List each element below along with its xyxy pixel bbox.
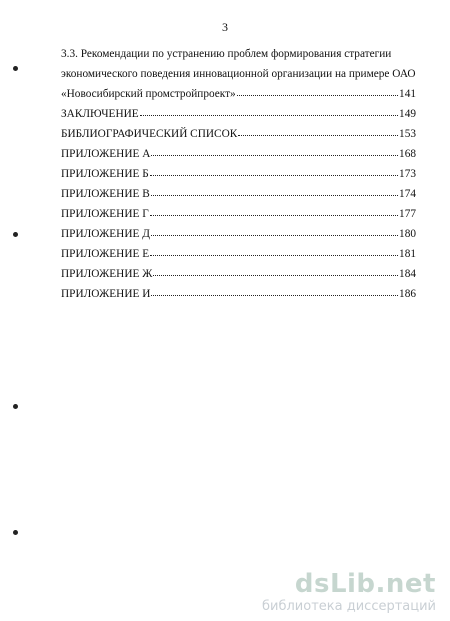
toc-section-3-3-line3 [61, 84, 416, 104]
binder-hole-mark [13, 232, 18, 237]
toc-entry-page: 153 [399, 128, 416, 140]
toc-entry-page: 149 [399, 108, 416, 120]
binder-hole-mark [13, 404, 18, 409]
toc-leader-dots [150, 164, 398, 176]
toc-entry [61, 144, 416, 164]
toc-entry-label: БИБЛИОГРАФИЧЕСКИЙ СПИСОК [61, 128, 238, 140]
toc-leader-dots [140, 104, 398, 116]
watermark-logo: dsLib.net [294, 569, 436, 599]
toc-entry-label: ПРИЛОЖЕНИЕ Ж [61, 268, 153, 280]
toc-entry [61, 284, 416, 304]
toc-entry-label: ПРИЛОЖЕНИЕ А [61, 148, 151, 160]
toc-leader-dots [237, 84, 398, 96]
toc-leader-dots [151, 144, 398, 156]
toc-leader-dots [238, 124, 398, 136]
toc-entry-page: 181 [399, 248, 416, 260]
toc-entry-page: 180 [399, 228, 416, 240]
toc-entry [61, 104, 416, 124]
toc-entry-page: 177 [399, 208, 416, 220]
toc-leader-dots [151, 184, 398, 196]
toc-entry-page: 173 [399, 168, 416, 180]
watermark-subtitle: библиотека диссертаций [262, 599, 436, 614]
watermark [246, 569, 436, 615]
toc-entry-label: ПРИЛОЖЕНИЕ И [61, 288, 151, 300]
toc-entry-page: 186 [399, 288, 416, 300]
table-of-contents [61, 44, 416, 304]
toc-leader-dots [151, 224, 398, 236]
toc-entry-label: «Новосибирский промстройпроект» [61, 88, 236, 100]
toc-entry-label: ПРИЛОЖЕНИЕ Е [61, 248, 150, 260]
binder-hole-mark [13, 66, 18, 71]
toc-entry [61, 184, 416, 204]
toc-entry [61, 204, 416, 224]
toc-entry-page: 141 [399, 88, 416, 100]
toc-section-3-3-line1: 3.3. Рекомендации по устранению проблем формирования стратегии [61, 48, 392, 60]
toc-entry-label: ПРИЛОЖЕНИЕ Г [61, 208, 149, 220]
toc-leader-dots [151, 284, 398, 296]
toc-entry-label: ПРИЛОЖЕНИЕ Д [61, 228, 150, 240]
toc-entry [61, 124, 416, 144]
binder-hole-mark [13, 530, 18, 535]
toc-entry-page: 184 [399, 268, 416, 280]
toc-entry-label: ПРИЛОЖЕНИЕ Б [61, 168, 149, 180]
toc-entry [61, 244, 416, 264]
toc-leader-dots [150, 244, 398, 256]
toc-entry [61, 224, 416, 244]
toc-entry-page: 168 [399, 148, 416, 160]
toc-entry-label: ПРИЛОЖЕНИЕ В [61, 188, 150, 200]
toc-section-3-3-line2: экономического поведения инновационной организации на примере ОАО [61, 68, 416, 80]
page-number: 3 [222, 20, 228, 34]
toc-entry [61, 264, 416, 284]
toc-leader-dots [153, 264, 398, 276]
toc-entry-page: 174 [399, 188, 416, 200]
toc-leader-dots [150, 204, 398, 216]
toc-entry [61, 164, 416, 184]
toc-entry-label: ЗАКЛЮЧЕНИЕ [61, 108, 139, 120]
